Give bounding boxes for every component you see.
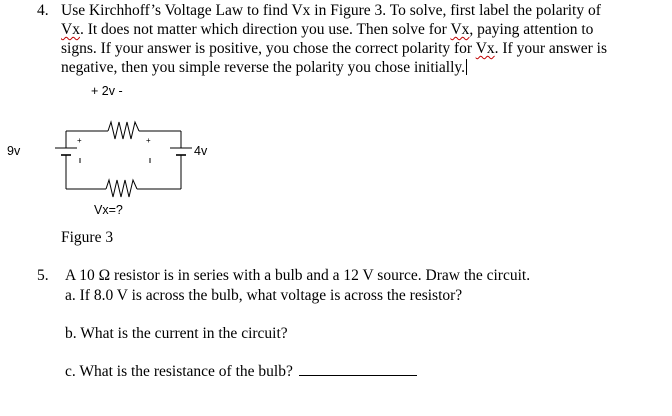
top-resistor — [108, 122, 139, 139]
question-4-line-3-text: signs. If your answer is positive, you chose the correct polarity for — [61, 40, 473, 57]
question-5-part-c-text: c. What is the resistance of the bulb? — [65, 363, 293, 380]
bottom-resistor — [106, 180, 137, 197]
top-resistor-label: + 2v - — [91, 84, 123, 98]
question-5-part-c — [65, 363, 417, 381]
question-5-part-b: b. What is the current in the circuit? — [65, 325, 288, 342]
right-battery-plus: + — [146, 136, 151, 145]
bottom-resistor-label: Vx=? — [94, 203, 123, 217]
vx-term: Vx — [61, 21, 80, 38]
answer-blank-line[interactable] — [299, 363, 417, 376]
question-4-number: 4. — [37, 2, 49, 19]
question-4-line-2-text: . It does not matter which direction you use. Then solve for — [79, 21, 447, 38]
vx-term: Vx — [450, 21, 470, 38]
question-4-line-4-text: negative, then you simple reverse the polarity you chose initially. — [61, 59, 466, 76]
vx-term: Vx — [475, 40, 495, 57]
question-5-intro: A 10 Ω resistor is in series with a bulb and a 12 V source. Draw the circuit. — [65, 267, 531, 284]
figure-caption: Figure 3 — [61, 229, 114, 246]
left-battery-label: 9v — [7, 144, 21, 158]
question-5-part-a: a. If 8.0 V is across the bulb, what voltage is across the resistor? — [65, 287, 463, 304]
question-4-line-3-end: . If your answer is — [494, 40, 607, 57]
question-4-line-1: Use Kirchhoff’s Voltage Law to find Vx in Figure 3. To solve, first label the polarity of — [61, 2, 601, 19]
question-5-number: 5. — [37, 267, 49, 284]
left-battery-plus: + — [77, 136, 82, 145]
question-4-line-2-end: , paying attention to — [469, 21, 594, 38]
right-battery-label: 4v — [194, 144, 208, 158]
